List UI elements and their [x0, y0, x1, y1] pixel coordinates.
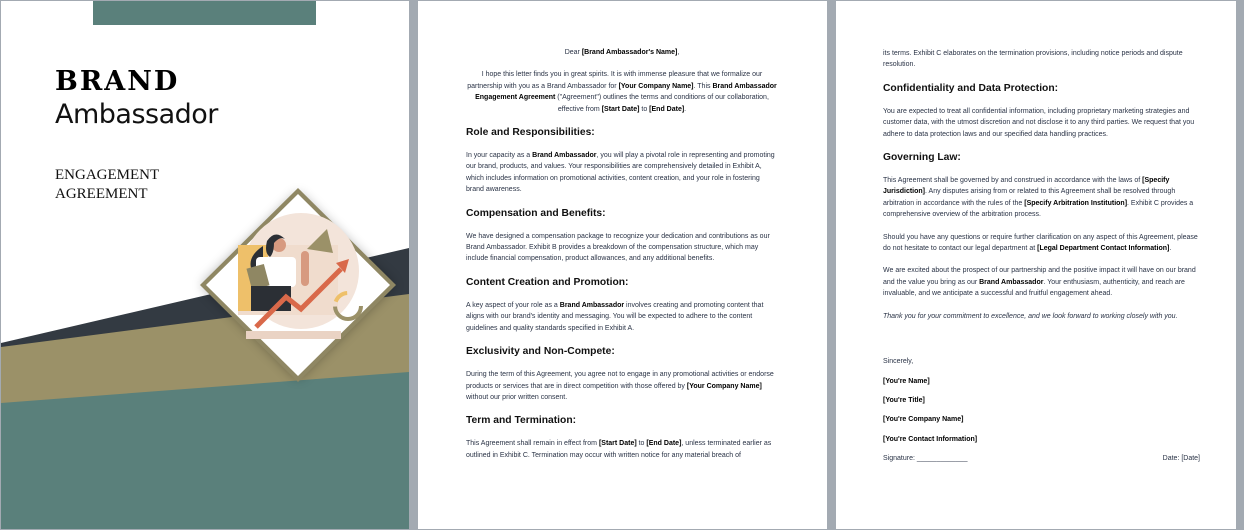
- text-run: .: [1169, 245, 1172, 253]
- section-heading: Governing Law:: [883, 152, 961, 164]
- placeholder-text: Brand Ambassador: [532, 152, 597, 160]
- paragraph: [883, 48, 1203, 71]
- text-run: ("Agreement") outlines the terms and conditions of our collaboration, effective from: [555, 94, 769, 113]
- placeholder-text: Brand Ambassador: [559, 301, 625, 309]
- letter-body-continued: [883, 48, 1203, 465]
- text-run: , unless terminated earlier as outlined in Exhibit C. Termination may occur with written notice for any material breach of: [466, 440, 772, 459]
- section-heading: Compensation and Benefits:: [466, 207, 606, 219]
- cover-title-ambassador: Ambassador: [55, 99, 218, 130]
- cover-subtitle-line1: ENGAGEMENT: [55, 167, 160, 183]
- placeholder-text: [Your Company Name]: [686, 382, 762, 390]
- cover-subtitle-line2: AGREEMENT: [55, 186, 148, 202]
- paragraph: [466, 47, 778, 58]
- text-run: I hope this letter finds you in great spirits. It is with immense pleasure that we formalize our partnership with you as a Brand Ambassador for: [467, 71, 763, 90]
- letter-body: [466, 47, 778, 472]
- paragraph: [466, 438, 778, 461]
- letter-page-2: [836, 1, 1236, 529]
- paragraph: [466, 369, 778, 403]
- text-run: its terms. Exhibit C elaborates on the termination provisions, including notice periods and dispute resolution.: [883, 50, 1183, 69]
- text-run: ,: [677, 49, 680, 56]
- placeholder-text: Brand Ambassador: [979, 278, 1044, 286]
- text-run: A key aspect of your role as a: [466, 301, 560, 309]
- text-run: In your capacity as a: [466, 152, 533, 160]
- paragraph: [883, 175, 1203, 221]
- section-heading: Exclusivity and Non-Compete:: [466, 346, 615, 358]
- paragraph: [883, 265, 1203, 299]
- letter-page-1: [418, 1, 827, 529]
- text-run: Dear: [564, 49, 582, 56]
- placeholder-text: [Start Date]: [601, 105, 640, 113]
- text-run: You are expected to treat all confidential information, including proprietary marketing strategies and customer data, with the utmost discretion and not disclose it to any third parties. We request that you adhere to data protection laws and our specified data handling practices.: [883, 107, 1195, 138]
- paragraph: [466, 231, 778, 265]
- cover-page: [1, 1, 409, 529]
- sender-company: [You're Company Name]: [883, 416, 964, 424]
- section-heading: Content Creation and Promotion:: [466, 276, 629, 288]
- placeholder-text: [Specify Jurisdiction]: [883, 177, 1170, 196]
- text-run: . Exhibit C provides a comprehensive overview of the arbitration process.: [883, 199, 1194, 219]
- text-run: . Any disputes arising from or related to this Agreement shall be resolved through arbitration in accordance with the rules of the: [883, 188, 1176, 207]
- placeholder-text: Brand Ambassador Engagement Agreement: [475, 82, 777, 102]
- text-run: , you will play a pivotal role in representing and promoting our brand, products, and values. Your responsibilities are comprehensively detailed in Exhibit A, which includes information on promotional activities, content creation, and your role in fostering brand awareness.: [466, 152, 775, 194]
- paragraph: [466, 150, 778, 196]
- placeholder-text: [Specify Arbitration Institution]: [1024, 199, 1128, 207]
- text-run: . This: [693, 82, 713, 90]
- sender-title: [You're Title]: [883, 396, 925, 404]
- section-heading: Confidentiality and Data Protection:: [883, 82, 1059, 94]
- paragraph: [883, 311, 1203, 322]
- text-run: Thank you for your commitment to excellence, and we look forward to working closely with you.: [883, 312, 1178, 320]
- text-run: to: [636, 440, 647, 448]
- section-heading: Role and Responsibilities:: [466, 127, 595, 139]
- text-run: This Agreement shall be governed by and construed in accordance with the laws of: [883, 177, 1143, 185]
- section-heading: Term and Termination:: [466, 415, 577, 427]
- signature-line: Signature: _____________: [883, 455, 968, 463]
- paragraph: [883, 106, 1203, 140]
- cover-subtitle: [55, 166, 159, 204]
- sender-contact: [You're Contact Information]: [883, 435, 978, 443]
- date-field: Date: [Date]: [1162, 455, 1200, 463]
- paragraph: [883, 232, 1203, 255]
- text-run: .: [684, 105, 687, 113]
- text-run: to: [639, 105, 650, 113]
- text-run: We have designed a compensation package to recognize your dedication and contributions as our Brand Ambassador. Exhibit B provides a breakdown of the compensation structure, which may include financial compensation, product allowances, and any additional benefits.: [466, 232, 770, 263]
- closing: Sincerely,: [883, 358, 914, 366]
- placeholder-text: [Your Company Name]: [618, 82, 694, 90]
- placeholder-text: [Start Date]: [598, 440, 637, 448]
- text-run: Should you have any questions or require further clarification on any aspect of this Agreement, please do not hesitate to contact our legal department at: [883, 233, 1198, 253]
- sender-name: [You're Name]: [883, 377, 930, 385]
- placeholder-text: [Legal Department Contact Information]: [1037, 245, 1170, 253]
- text-run: During the term of this Agreement, you agree not to engage in any promotional activities or endorse products or services that are in direct competition with those offered by: [466, 371, 774, 390]
- signoff-block: [883, 356, 1203, 464]
- placeholder-text: [End Date]: [649, 105, 685, 113]
- text-run: without our prior written consent.: [466, 393, 568, 401]
- text-run: We are excited about the prospect of our partnership and the positive impact it will have on our brand and the value you bring as our: [883, 267, 1196, 286]
- paragraph: [466, 69, 778, 115]
- placeholder-text: [Brand Ambassador's Name]: [581, 49, 678, 56]
- text-run: . Your enthusiasm, authenticity, and reach are invaluable, and we anticipate a successful and fruitful engagement ahead.: [883, 278, 1185, 298]
- text-run: This Agreement shall remain in effect from: [466, 440, 599, 448]
- cover-title-brand: BRAND: [55, 66, 180, 97]
- text-run: involves creating and promoting content that aligns with our brand's identity and messaging. You will be expected to adhere to the content guidelines and quality standards specified in Exhibit A.: [466, 301, 764, 332]
- placeholder-text: [End Date]: [646, 440, 682, 448]
- paragraph: [466, 300, 778, 334]
